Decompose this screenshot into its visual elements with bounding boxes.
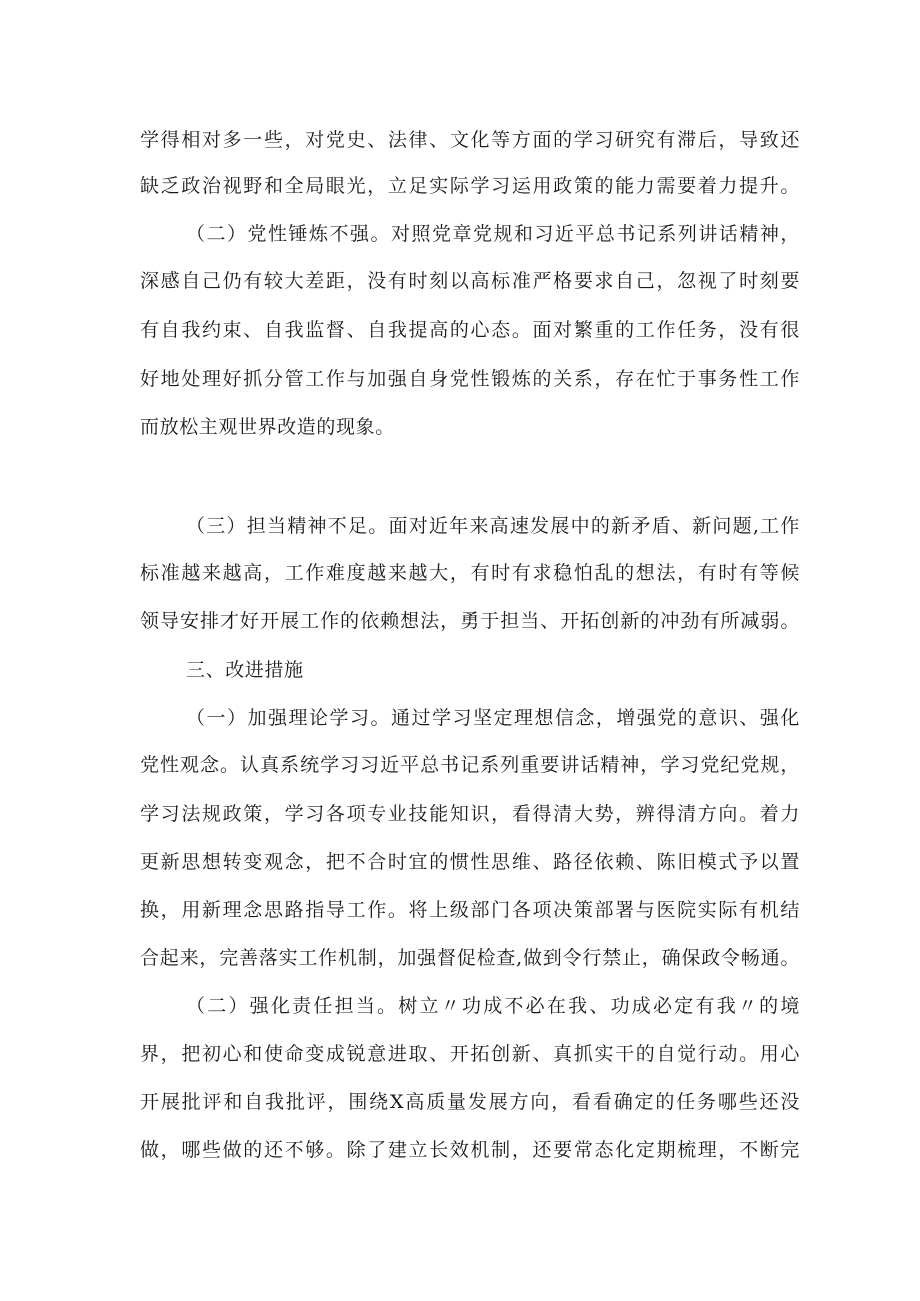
- section-heading: 三、改进措施: [186, 659, 304, 681]
- text-line: 标准越来越高，工作难度越来越大，有时有求稳怕乱的想法，有时有等候: [140, 562, 800, 584]
- text-line: 合起来，完善落实工作机制，加强督促检查,做到令行禁止，确保政令畅通。: [140, 947, 800, 969]
- paragraph-heading-2: （二）党性锤炼不强。对照党章党规和习近平总书记系列讲话精神，: [186, 223, 800, 245]
- text-line: 领导安排才好开展工作的依赖想法，勇于担当、开拓创新的冲劲有所减弱。: [140, 610, 800, 632]
- text-line: 党性观念。认真系统学习习近平总书记系列重要讲话精神，学习党纪党规，: [140, 754, 800, 776]
- text-line: 开展批评和自我批评，围绕X高质量发展方向，看看确定的任务哪些还没: [140, 1091, 800, 1113]
- paragraph-heading-1: （一）加强理论学习。通过学习坚定理想信念，增强党的意识、强化: [186, 707, 800, 729]
- text-line: 学习法规政策，学习各项专业技能知识，看得清大势，辨得清方向。着力: [140, 803, 800, 825]
- text-line: 有自我约束、自我监督、自我提高的心态。面对繁重的工作任务，没有很: [140, 319, 800, 341]
- text-line: 做，哪些做的还不够。除了建立长效机制，还要常态化定期梳理，不断完: [140, 1139, 800, 1161]
- text-line: 好地处理好抓分管工作与加强自身党性锻炼的关系，存在忙于事务性工作: [140, 368, 800, 390]
- text-line: 换，用新理念思路指导工作。将上级部门各项决策部署与医院实际有机结: [140, 899, 800, 921]
- text-line: 界，把初心和使命变成锐意进取、开拓创新、真抓实干的自觉行动。用心: [140, 1043, 800, 1065]
- text-line: 学得相对多一些，对党史、法律、文化等方面的学习研究有滞后，导致还: [140, 129, 800, 151]
- text-line: 而放松主观世界改造的现象。: [140, 416, 395, 438]
- text-line: 缺乏政治视野和全局眼光，立足实际学习运用政策的能力需要着力提升。: [140, 175, 800, 197]
- text-line: 更新思想转变观念，把不合时宜的惯性思维、路径依赖、陈旧模式予以置: [140, 851, 800, 873]
- paragraph-heading-3: （三）担当精神不足。面对近年来高速发展中的新矛盾、新问题,工作: [186, 515, 800, 537]
- text-line: 深感自己仍有较大差距，没有时刻以高标准严格要求自己，忽视了时刻要: [140, 270, 800, 292]
- paragraph-heading-2b: （二）强化责任担当。树立〃功成不必在我、功成必定有我〃的境: [186, 995, 800, 1017]
